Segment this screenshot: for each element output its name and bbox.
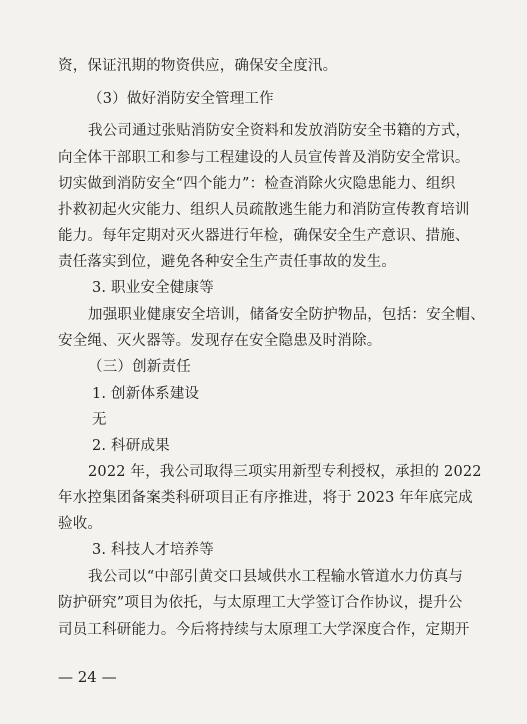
paragraph-line: 司员工科研能力。今后将持续与太原理工大学深度合作，定期开 — [58, 622, 470, 638]
section-heading: 2. 科研成果 — [92, 438, 170, 454]
paragraph-line: 我公司以“中部引黄交口县域供水工程输水管道水力仿真与 — [88, 569, 464, 585]
paragraph-line: 切实做到消防安全“四个能力”：检查消除火灾隐患能力、组织 — [58, 176, 456, 192]
paragraph-line: 向全体干部职工和参与工程建设的人员宣传普及消防安全常识。 — [58, 150, 470, 166]
paragraph-line: 能力。每年定期对灭火器进行年检，确保安全生产意识、措施、 — [58, 228, 470, 244]
paragraph-line: 年水控集团备案类科研项目正有序推进，将于 2023 年年底完成 — [58, 490, 473, 506]
section-heading: 3. 职业安全健康等 — [92, 280, 214, 296]
paragraph-line: 验收。 — [58, 516, 103, 532]
page-number: — 24 — — [58, 668, 117, 686]
paragraph-line: 责任落实到位，避免各种安全生产责任事故的发生。 — [58, 254, 397, 270]
section-heading: （三）创新责任 — [88, 359, 191, 375]
paragraph-line: 无 — [92, 412, 107, 428]
paragraph-line: 防护研究”项目为依托，与太原理工大学签订合作协议，提升公 — [58, 595, 463, 611]
section-heading: （3）做好消防安全管理工作 — [88, 91, 274, 107]
paragraph-line: 我公司通过张贴消防安全资料和发放消防安全书籍的方式， — [88, 123, 471, 139]
section-heading: 1. 创新体系建设 — [92, 386, 200, 402]
paragraph-line: 安全绳、灭火器等。发现存在安全隐患及时消除。 — [58, 333, 382, 349]
paragraph-line: 扑救初起火灾能力、组织人员疏散逃生能力和消防宣传教育培训 — [58, 202, 470, 218]
paragraph-line: 资，保证汛期的物资供应，确保安全度汛。 — [58, 58, 338, 74]
paragraph-line: 加强职业健康安全培训，储备安全防护物品，包括：安全帽、 — [88, 307, 485, 323]
paragraph-line: 2022 年，我公司取得三项实用新型专利授权，承担的 2022 — [88, 464, 482, 480]
section-heading: 3. 科技人才培养等 — [92, 542, 214, 558]
